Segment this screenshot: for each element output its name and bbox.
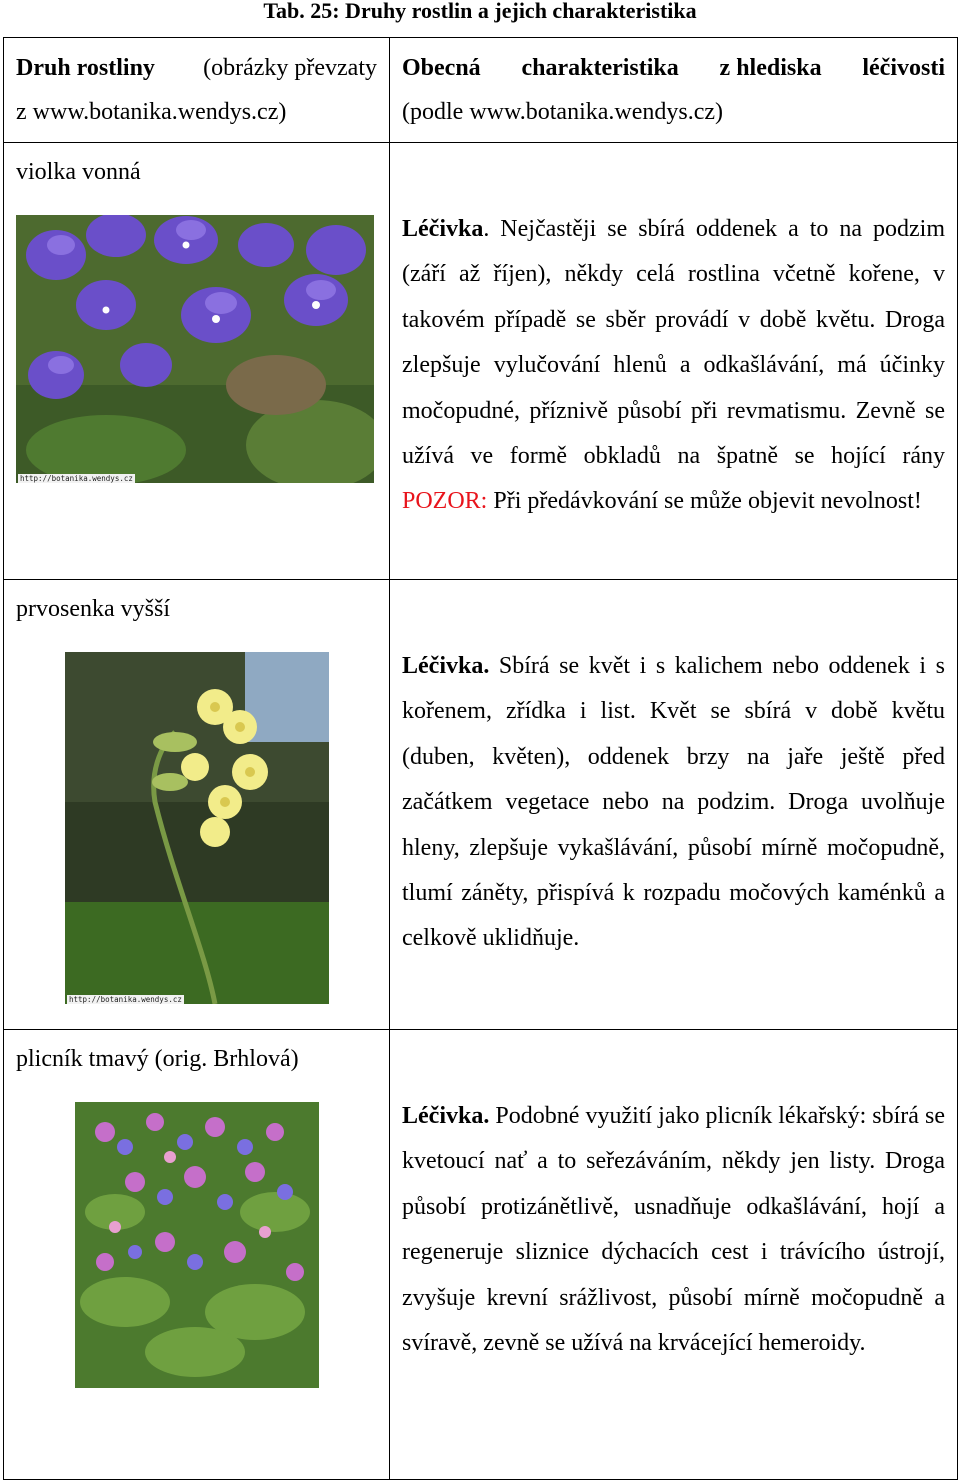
primrose-watermark: http://botanika.wendys.cz [69,995,182,1004]
warning-label: POZOR: [402,488,488,515]
header-cell-species [4,38,390,143]
violet-photo [16,215,374,483]
desc-cell-prvosenka [390,580,958,1030]
header-species-note: (obrázky převzaty [203,55,377,81]
header-row [4,38,958,143]
desc-cell-plicnik [390,1030,958,1480]
plant-cell-prvosenka [4,580,390,1030]
lungwort-image [75,1102,319,1388]
header-characteristics-source: (podle www.botanika.wendys.cz) [402,99,724,125]
plant-description [402,207,945,525]
primrose-photo [65,652,329,1004]
description-text: Sbírá se květ i s kalichem nebo oddenek i s kořenem, zřídka i list. Květ se sbírá v době květu (duben, květen), oddenek brzy na jaře ještě před začátkem vegetace nebo na podzim. Droga uvolňuje hleny, zlepšuje vykašlávání, působí mírně močopudně, tlumí záněty, přispívá k rozpadu močových kaménků a celkově uklidňuje. [402,653,945,952]
plant-name: plicník tmavý (orig. Brhlová) [16,1046,299,1072]
description-text: . Nejčastěji se sbírá oddenek a to na podzim (září až říjen), někdy celá rostlina včetně kořene, v takovém případě se sběr provádí v době květu. Droga zlepšuje vylučování hlenů a odkašlávání, má účinky močopudné, příznivě působí při revmatismu. Zevně se užívá ve formě obkladů na špatně se hojící rány [402,216,945,470]
plant-name: violka vonná [16,159,141,185]
header-word-2: charakteristika [521,55,679,81]
description-text-end: Při předávkování se může objevit nevolnost! [487,488,922,515]
plant-cell-violka [4,143,390,580]
violet-watermark: http://botanika.wendys.cz [20,474,133,483]
lead-word: Léčivka. [402,1103,490,1129]
header-species-label: Druh rostliny [16,55,155,81]
lungwort-photo [75,1102,319,1388]
lead-word: Léčivka [402,216,484,242]
plants-table [3,37,958,1480]
lead-word: Léčivka. [402,653,490,679]
plant-row-plicnik [4,1030,958,1480]
header-species-source: z www.botanika.wendys.cz) [16,99,287,125]
plant-row-violka [4,143,958,580]
plant-description [402,1094,945,1366]
violet-image [16,215,374,483]
description-text: Podobné využití jako plicník lékařský: sbírá se kvetoucí nať a to seřezáváním, někdy jen listy. Droga působí protizánětlivě, usnadňuje odkašlávání, hojí a regeneruje sliznice dýchacích cest i trávícího ústrojí, zvyšuje krevní srážlivost, působí mírně močopudně a svíravě, zevně se užívá na krvácející hemeroidy. [402,1103,945,1357]
header-cell-characteristics [390,38,958,143]
plant-cell-plicnik [4,1030,390,1480]
header-word-4: léčivosti [862,55,945,81]
header-word-1: Obecná [402,55,481,81]
primrose-image [65,652,329,1004]
table-caption: Tab. 25: Druhy rostlin a jejich charakteristika [263,0,697,23]
plant-row-prvosenka [4,580,958,1030]
header-word-3: z hlediska [719,55,822,81]
plant-description [402,644,945,962]
plant-name: prvosenka vyšší [16,596,170,622]
desc-cell-violka [390,143,958,580]
